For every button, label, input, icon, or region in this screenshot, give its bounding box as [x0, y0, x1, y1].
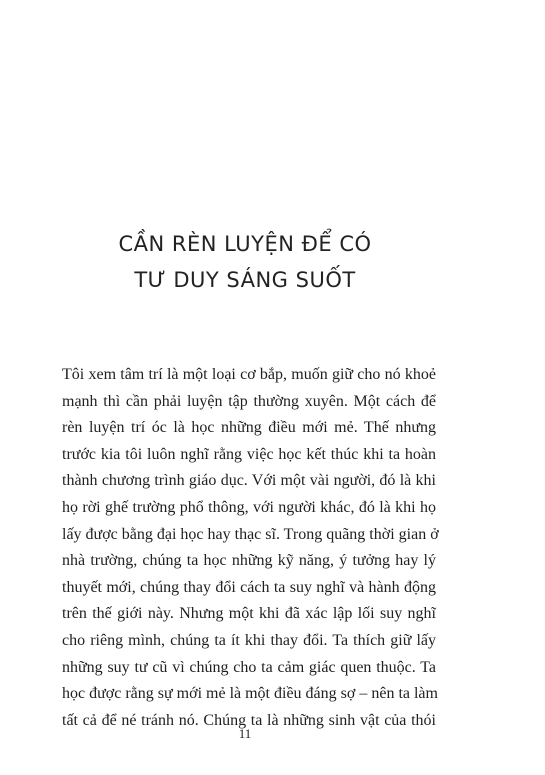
body-line: rèn luyện trí óc là học những điều mới mẻ. Thế nhưng: [62, 419, 436, 437]
chapter-title-line-2: TƯ DUY SÁNG SUỐT: [134, 268, 356, 292]
body-line: trước kia tôi luôn nghĩ rằng việc học kết thúc khi ta hoàn: [62, 445, 436, 463]
body-line: trên thế giới này. Nhưng một khi đã xác lập lối suy nghĩ: [62, 605, 436, 623]
body-line: nhà trường, chúng ta học những kỹ năng, ý tưởng hay lý: [62, 552, 436, 570]
body-line: những suy tư cũ vì chúng cho ta cảm giác quen thuộc. Ta: [62, 658, 436, 676]
body-paragraph: [62, 362, 439, 734]
body-line: Tôi xem tâm trí là một loại cơ bắp, muốn giữ cho nó khoẻ: [62, 366, 436, 383]
body-line: học được rằng sự mới mẻ là một điều đáng sợ – nên ta làm: [62, 685, 438, 703]
body-line: thành chương trình giáo dục. Với một vài người, đó là khi: [62, 472, 436, 490]
body-line: thuyết mới, chúng thay đổi cách ta suy nghĩ và hành động: [62, 578, 436, 596]
chapter-title-line-1: CẦN RÈN LUYỆN ĐỂ CÓ: [118, 232, 372, 256]
body-line: họ rời ghế trường phổ thông, với người khác, đó là khi họ: [62, 498, 436, 516]
body-line: cho riêng mình, chúng ta ít khi thay đổi. Ta thích giữ lấy: [62, 631, 436, 649]
page-number: 11: [238, 726, 252, 741]
body-line: mạnh thì cần phải luyện tập thường xuyên. Một cách để: [62, 392, 436, 410]
body-line: lấy được bằng đại học hay thạc sĩ. Trong quãng thời gian ở: [62, 525, 439, 543]
chapter-title: [0, 226, 490, 298]
body-line: tất cả để né tránh nó. Chúng ta là những sinh vật của thói: [62, 711, 436, 729]
